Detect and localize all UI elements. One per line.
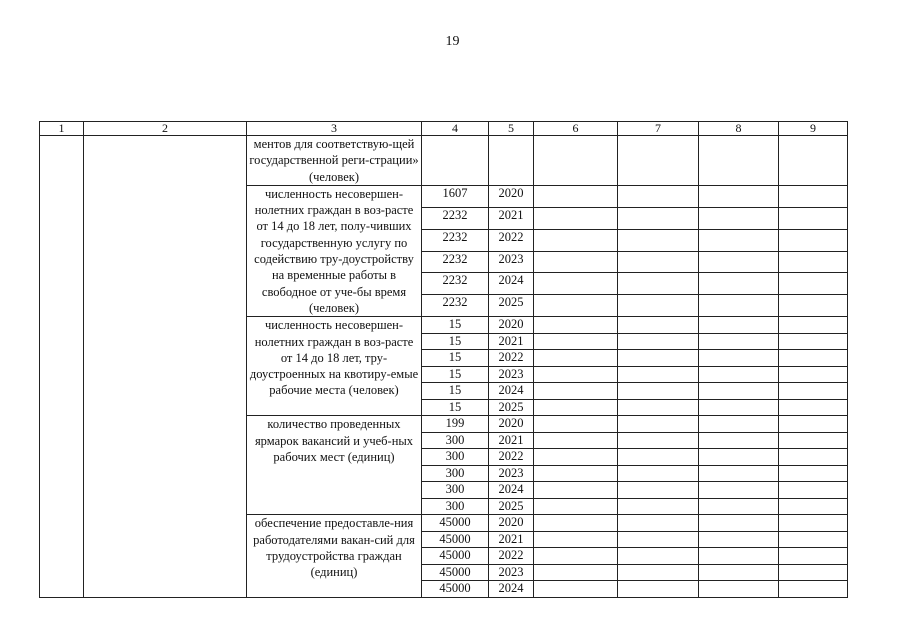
indicator-description: обеспечение предоставле-ния работодателями вакан-сий для трудоустройства граждан (единиц) (247, 515, 422, 598)
empty-cell (534, 482, 618, 499)
empty-cell (779, 498, 848, 515)
empty-cell (699, 333, 779, 350)
empty-cell (618, 295, 699, 317)
indicator-value: 45000 (422, 515, 489, 532)
empty-cell (699, 548, 779, 565)
empty-cell (779, 432, 848, 449)
empty-cell (699, 136, 779, 186)
indicator-year: 2022 (489, 350, 534, 367)
empty-cell (618, 251, 699, 273)
empty-cell (779, 399, 848, 416)
empty-cell (534, 498, 618, 515)
indicator-value: 300 (422, 498, 489, 515)
empty-cell (699, 383, 779, 400)
empty-cell (534, 416, 618, 433)
indicator-value: 199 (422, 416, 489, 433)
empty-cell (618, 383, 699, 400)
empty-cell (699, 366, 779, 383)
empty-cell (618, 416, 699, 433)
indicator-year: 2024 (489, 482, 534, 499)
indicator-value: 300 (422, 432, 489, 449)
empty-cell (618, 273, 699, 295)
empty-cell (618, 515, 699, 532)
empty-cell (618, 350, 699, 367)
empty-cell (779, 531, 848, 548)
empty-cell (699, 273, 779, 295)
empty-cell (779, 333, 848, 350)
indicator-value: 300 (422, 482, 489, 499)
indicator-description: численность несовершен-нолетних граждан в воз-расте от 14 до 18 лет, полу-чивших государственную услугу по содействию тру-доустройству на временные работы в свободное от уче-бы время (человек) (247, 185, 422, 316)
empty-cell (618, 465, 699, 482)
empty-cell (779, 564, 848, 581)
header-row (40, 122, 848, 136)
indicator-value: 2232 (422, 207, 489, 229)
indicator-value: 45000 (422, 581, 489, 598)
indicator-value: 2232 (422, 295, 489, 317)
empty-cell (618, 317, 699, 334)
indicator-value: 45000 (422, 564, 489, 581)
header-cell: 8 (699, 122, 779, 136)
indicator-year: 2025 (489, 399, 534, 416)
empty-cell (779, 350, 848, 367)
empty-cell (699, 564, 779, 581)
indicator-year: 2021 (489, 531, 534, 548)
indicator-value: 15 (422, 383, 489, 400)
empty-cell (779, 581, 848, 598)
page-number: 19 (445, 34, 460, 49)
header-cell: 9 (779, 122, 848, 136)
empty-cell (779, 207, 848, 229)
empty-cell (699, 416, 779, 433)
empty-cell (779, 449, 848, 466)
empty-cell (779, 515, 848, 532)
indicator-year: 2025 (489, 498, 534, 515)
indicator-description: численность несовершен-нолетних граждан в воз-расте от 14 до 18 лет, тру-доустроенных на квотиру-емые рабочие места (человек) (247, 317, 422, 416)
empty-cell (534, 581, 618, 598)
indicator-year: 2021 (489, 207, 534, 229)
empty-cell (618, 482, 699, 499)
indicators-table (39, 121, 848, 598)
empty-cell (618, 229, 699, 251)
indicator-year: 2024 (489, 273, 534, 295)
empty-cell (534, 366, 618, 383)
empty-cell (699, 482, 779, 499)
empty-cell (779, 185, 848, 207)
indicator-year: 2024 (489, 383, 534, 400)
indicator-year: 2023 (489, 465, 534, 482)
empty-cell (618, 366, 699, 383)
empty-cell (618, 432, 699, 449)
empty-cell (618, 185, 699, 207)
empty-cell (534, 383, 618, 400)
indicator-value: 15 (422, 350, 489, 367)
empty-cell (779, 366, 848, 383)
empty-cell (699, 185, 779, 207)
empty-cell (534, 515, 618, 532)
empty-cell (534, 449, 618, 466)
indicator-year: 2024 (489, 581, 534, 598)
empty-cell (534, 317, 618, 334)
empty-cell (534, 531, 618, 548)
header-cell: 3 (247, 122, 422, 136)
indicator-value: 15 (422, 333, 489, 350)
empty-cell (699, 229, 779, 251)
indicator-year: 2022 (489, 449, 534, 466)
empty-cell (534, 273, 618, 295)
empty-cell (534, 432, 618, 449)
indicator-year: 2025 (489, 295, 534, 317)
indicator-year: 2023 (489, 251, 534, 273)
empty-cell (618, 548, 699, 565)
indicator-year: 2020 (489, 416, 534, 433)
empty-cell (779, 465, 848, 482)
indicator-value: 15 (422, 366, 489, 383)
empty-cell (779, 136, 848, 186)
empty-cell (699, 449, 779, 466)
empty-cell (779, 548, 848, 565)
indicator-year: 2022 (489, 229, 534, 251)
header-cell: 1 (40, 122, 84, 136)
empty-cell (534, 229, 618, 251)
indicator-value: 300 (422, 465, 489, 482)
empty-cell (534, 251, 618, 273)
empty-cell (534, 333, 618, 350)
empty-cell (779, 251, 848, 273)
empty-cell (618, 564, 699, 581)
col-2-cell (84, 136, 247, 598)
empty-cell (534, 350, 618, 367)
empty-cell (618, 581, 699, 598)
empty-cell (779, 273, 848, 295)
empty-cell (534, 564, 618, 581)
indicator-year: 2023 (489, 366, 534, 383)
indicator-value: 2232 (422, 273, 489, 295)
indicator-year: 2021 (489, 333, 534, 350)
empty-cell (699, 465, 779, 482)
indicator-year: 2020 (489, 185, 534, 207)
empty-cell (779, 317, 848, 334)
header-cell: 6 (534, 122, 618, 136)
indicator-value: 45000 (422, 548, 489, 565)
empty-cell (618, 449, 699, 466)
indicator-value: 1607 (422, 185, 489, 207)
header-cell: 7 (618, 122, 699, 136)
empty-cell (534, 465, 618, 482)
indicator-year: 2021 (489, 432, 534, 449)
indicator-value: 15 (422, 399, 489, 416)
empty-cell (534, 136, 618, 186)
empty-cell (699, 295, 779, 317)
empty-cell (699, 207, 779, 229)
col-1-cell (40, 136, 84, 598)
empty-cell (618, 531, 699, 548)
indicator-value: 300 (422, 449, 489, 466)
empty-cell (489, 136, 534, 186)
empty-cell (699, 581, 779, 598)
empty-cell (534, 548, 618, 565)
empty-cell (699, 317, 779, 334)
indicator-year: 2023 (489, 564, 534, 581)
header-cell: 5 (489, 122, 534, 136)
empty-cell (618, 399, 699, 416)
empty-cell (779, 416, 848, 433)
header-cell: 4 (422, 122, 489, 136)
indicator-value: 2232 (422, 229, 489, 251)
empty-cell (699, 498, 779, 515)
empty-cell (618, 333, 699, 350)
indicator-value: 45000 (422, 531, 489, 548)
empty-cell (779, 482, 848, 499)
header-cell: 2 (84, 122, 247, 136)
empty-cell (534, 185, 618, 207)
indicator-year: 2020 (489, 515, 534, 532)
empty-cell (618, 498, 699, 515)
empty-cell (618, 136, 699, 186)
indicator-description: ментов для соответствую-щей государственной реги-страции» (человек) (247, 136, 422, 186)
indicator-year: 2022 (489, 548, 534, 565)
empty-cell (534, 207, 618, 229)
empty-cell (699, 432, 779, 449)
empty-cell (534, 295, 618, 317)
indicator-value: 2232 (422, 251, 489, 273)
indicator-description: количество проведенных ярмарок вакансий и учеб-ных рабочих мест (единиц) (247, 416, 422, 515)
empty-cell (422, 136, 489, 186)
empty-cell (699, 531, 779, 548)
empty-cell (534, 399, 618, 416)
empty-cell (699, 251, 779, 273)
empty-cell (699, 515, 779, 532)
empty-cell (699, 350, 779, 367)
empty-cell (618, 207, 699, 229)
empty-cell (779, 295, 848, 317)
empty-cell (699, 399, 779, 416)
empty-cell (779, 383, 848, 400)
indicator-value: 15 (422, 317, 489, 334)
indicator-year: 2020 (489, 317, 534, 334)
empty-cell (779, 229, 848, 251)
